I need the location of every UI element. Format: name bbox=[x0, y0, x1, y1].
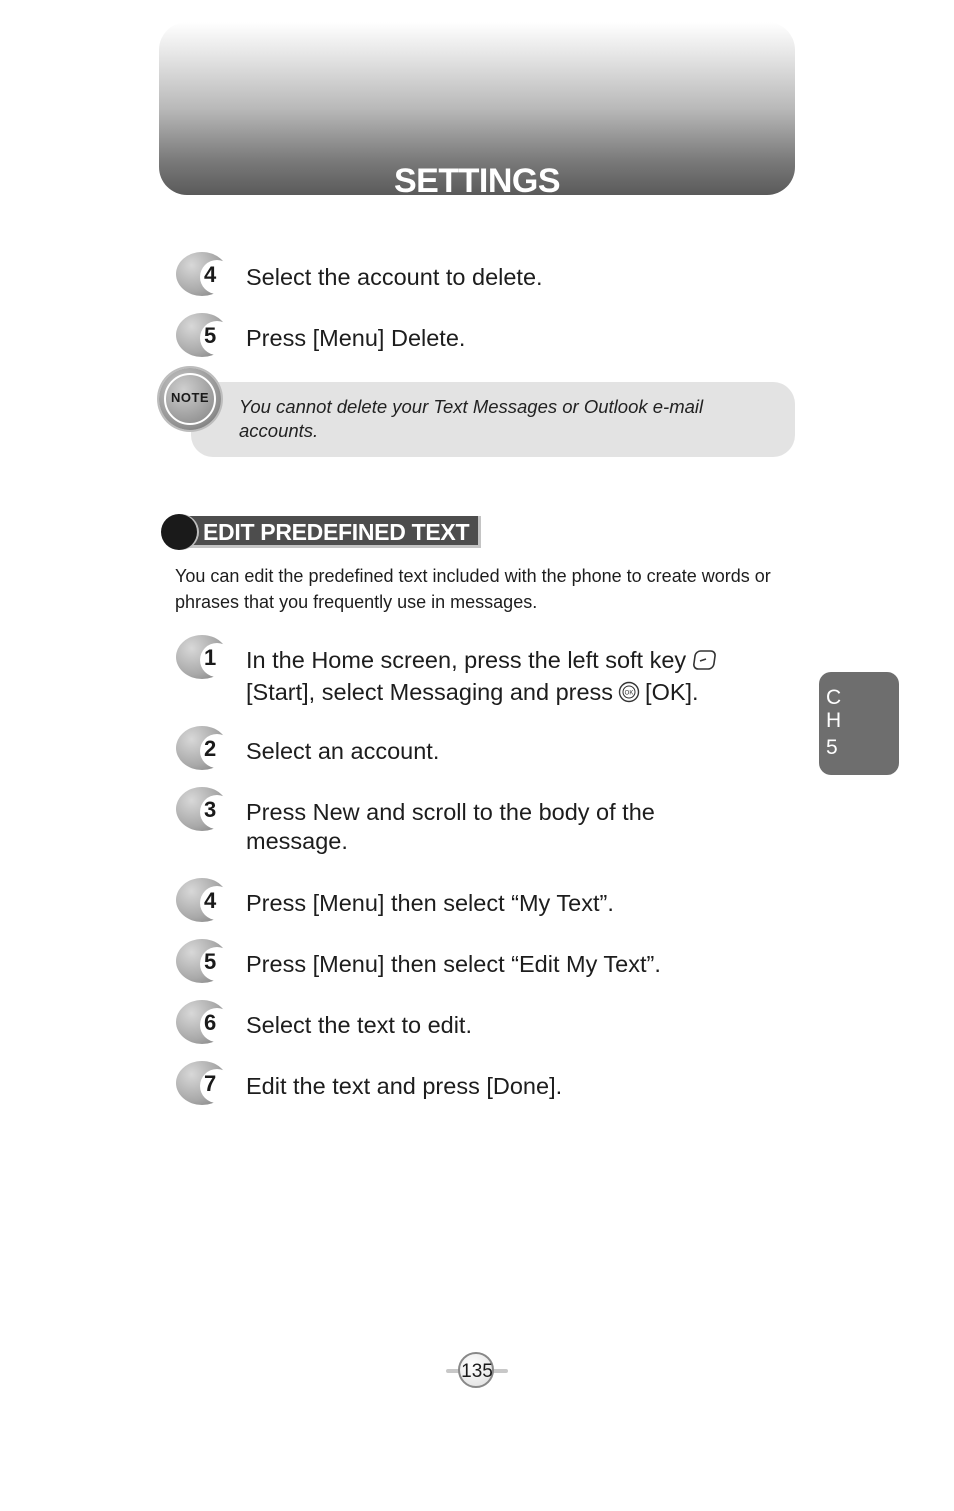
step-number: 5 bbox=[204, 949, 217, 974]
note-text: You cannot delete your Text Messages or Outlook e-mail accounts. bbox=[239, 396, 704, 441]
step-text-part: [OK]. bbox=[645, 679, 699, 705]
step-text: Edit the text and press [Done]. bbox=[246, 1073, 563, 1099]
chapter-tab-number: 5 bbox=[826, 736, 838, 759]
chapter-tab-letter: C bbox=[826, 686, 842, 709]
step-badge bbox=[176, 939, 230, 985]
step-text: Press [Menu] then select “Edit My Text”. bbox=[246, 951, 661, 977]
step-badge bbox=[176, 1000, 230, 1046]
page-title: SETTINGS bbox=[393, 162, 561, 200]
note-icon-label: NOTE bbox=[170, 390, 210, 405]
step-text-part: In the Home screen, press the left soft key bbox=[246, 647, 687, 673]
chapter-tab-letter: H bbox=[826, 709, 842, 732]
step-text: Select the text to edit. bbox=[246, 1012, 472, 1038]
step-badge bbox=[176, 1061, 230, 1107]
step-number: 3 bbox=[204, 797, 217, 822]
note-pencil-icon bbox=[159, 368, 221, 430]
section-header bbox=[161, 514, 483, 550]
step-number: 6 bbox=[204, 1010, 217, 1035]
left-soft-key-icon bbox=[692, 649, 716, 678]
chapter-tab bbox=[819, 672, 899, 775]
step-number: 2 bbox=[204, 736, 217, 761]
step-text: Press [Menu] Delete. bbox=[246, 325, 466, 351]
svg-text:OK: OK bbox=[624, 690, 634, 697]
step-badge bbox=[176, 252, 230, 298]
section-title: EDIT PREDEFINED TEXT bbox=[203, 519, 470, 545]
step-text: Select an account. bbox=[246, 738, 440, 764]
page-header bbox=[159, 22, 795, 200]
step-text: Press New and scroll to the body of the message. bbox=[246, 799, 655, 854]
ok-key-icon bbox=[617, 681, 641, 710]
page-number-text: 135 bbox=[461, 1361, 493, 1382]
step-number: 4 bbox=[204, 262, 217, 287]
section-bullet-icon bbox=[161, 514, 197, 550]
step-number: 1 bbox=[204, 645, 217, 670]
step-badge bbox=[176, 726, 230, 772]
step-text bbox=[246, 646, 766, 710]
step-text-part: [Start], select Messaging and press bbox=[246, 679, 614, 705]
step-badge bbox=[176, 313, 230, 359]
page-number bbox=[446, 1352, 508, 1390]
section-intro: You can edit the predefined text included with the phone to create words or phrases that you frequently use in messages. bbox=[175, 566, 771, 612]
step-badge bbox=[176, 635, 230, 681]
step-badge bbox=[176, 878, 230, 924]
step-text: Press [Menu] then select “My Text”. bbox=[246, 890, 614, 916]
note-box bbox=[191, 382, 795, 457]
step-number: 4 bbox=[204, 888, 217, 913]
step-number: 7 bbox=[204, 1071, 217, 1096]
step-number: 5 bbox=[204, 323, 217, 348]
step-text: Select the account to delete. bbox=[246, 264, 543, 290]
step-badge bbox=[176, 787, 230, 833]
